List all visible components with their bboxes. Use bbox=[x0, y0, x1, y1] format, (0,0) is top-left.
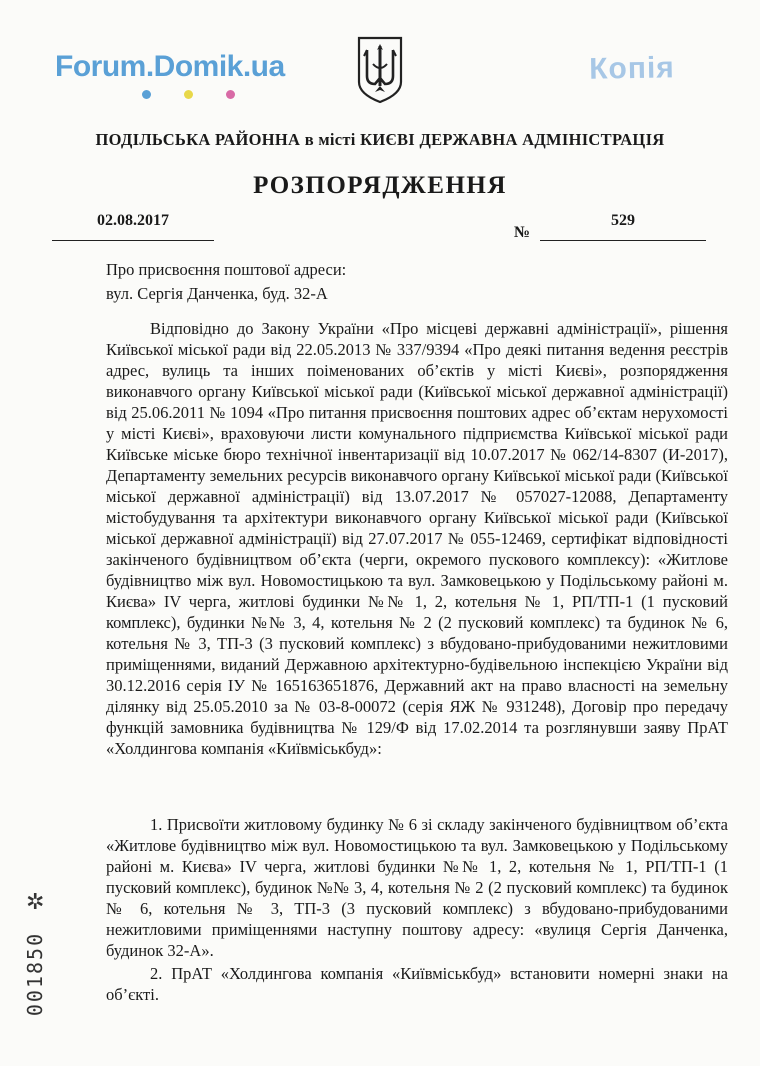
watermark-dot-yellow bbox=[184, 90, 193, 99]
issuing-authority: ПОДІЛЬСЬКА РАЙОННА в місті КИЄВІ ДЕРЖАВНА АДМІНІСТРАЦІЯ bbox=[95, 130, 665, 149]
watermark-dot-pink bbox=[226, 90, 235, 99]
clause-1: 1. Присвоїти житловому будинку № 6 зі складу закінченого будівництвом об’єкта «Житлове будівництво між вул. Новомостицькою та вул. Замковецькою у Подільському районі м. Києва» IV черга, житлові будинки №№ 1, 2, котельня № 1, РП/ТП-1 (1 пусковий комплекс), будинок №№ 3, 4, котельня № 2 (2 пусковий комплекс) та будинок № 6, котельня № 3, ТП-3 (3 пусковий комплекс) з вбудовано-прибудованими нежитловими приміщеннями наступну поштову адресу: «вулиця Сергія Данченка, будинок 32-А». bbox=[106, 815, 728, 960]
subject-block bbox=[106, 258, 346, 306]
clause-2: 2. ПрАТ «Холдингова компанія «Київміськбуд» встановити номерні знаки на об’єкті. bbox=[106, 964, 728, 1004]
clauses-list bbox=[106, 814, 728, 1007]
subject-line-1: Про присвоєння поштової адреси: bbox=[106, 260, 347, 279]
watermark-dot-blue bbox=[142, 90, 151, 99]
ukraine-trident-icon bbox=[355, 36, 405, 104]
copy-stamp: Копія bbox=[588, 51, 676, 86]
preamble-block bbox=[106, 318, 728, 759]
order-number: 529 bbox=[540, 212, 706, 241]
document-type-title: РОЗПОРЯДЖЕННЯ bbox=[253, 172, 507, 199]
forum-watermark: Forum.Domik.ua bbox=[55, 50, 285, 83]
side-registration-mark bbox=[23, 890, 54, 1017]
number-sign: № bbox=[514, 224, 531, 241]
subject-line-2: вул. Сергія Данченка, буд. 32-А bbox=[106, 284, 328, 303]
preamble-paragraph: Відповідно до Закону України «Про місцеві державні адміністрації», рішення Київської міської ради від 22.05.2013 № 337/9394 «Про деякі питання ведення реєстрів адрес, вулиць та інших поіменованих об’єктів у місті Києві», розпорядження виконавчого органу Київської міської ради (Київської міської державної адміністрації) від 25.06.2011 № 1094 «Про питання присвоєння поштових адрес об’єктам нерухомості у місті Києві», враховуючи листи комунального підприємства Київської міської ради Київське міське бюро технічної інвентаризації від 10.07.2017 № 062/14-8307 (И-2017), Департаменту земельних ресурсів виконавчого органу Київської міської ради (Київської міської державної адміністрації) від 13.07.2017 № 057027-12088, Департаменту містобудування та архітектури виконавчого органу Київської міської ради (Київської міської державної адміністрації) від 27.07.2017 № 055-12469, сертифікат відповідності закінченого будівництвом об’єкта (черги, окремого пускового комплексу): «Житлове будівництво між вул. Новомостицькою та вул. Замковецькою у Подільському районі м. Києва» IV черга, житлові будинки №№ 1, 2, котельня № 1, РП/ТП-1 (1 пусковий комплекс), будинки №№ 3, 4, котельня № 2 (2 пусковий комплекс) та будинок № 6, котельня № 3, ТП-3 (3 пусковий комплекс) з вбудовано-прибудованими нежитловими приміщеннями, виданий Державною архітектурно-будівельною інспекцією України від 30.12.2016 серія ІУ № 165163651876, Державний акт на право власності на земельну ділянку від 25.05.2010 за № 03-8-00072 (серія ЯЖ № 931248), Договір про передачу функцій замовника будівництва № 129/Ф від 17.02.2014 та розглянувши заяву ПрАТ «Холдингова компанія «Київміськбуд»: bbox=[106, 319, 728, 758]
order-date: 02.08.2017 bbox=[52, 212, 214, 241]
serial-number: 001850 bbox=[23, 931, 47, 1017]
watermark-dots bbox=[142, 90, 242, 100]
asterisk-icon: ✲ bbox=[26, 890, 45, 915]
